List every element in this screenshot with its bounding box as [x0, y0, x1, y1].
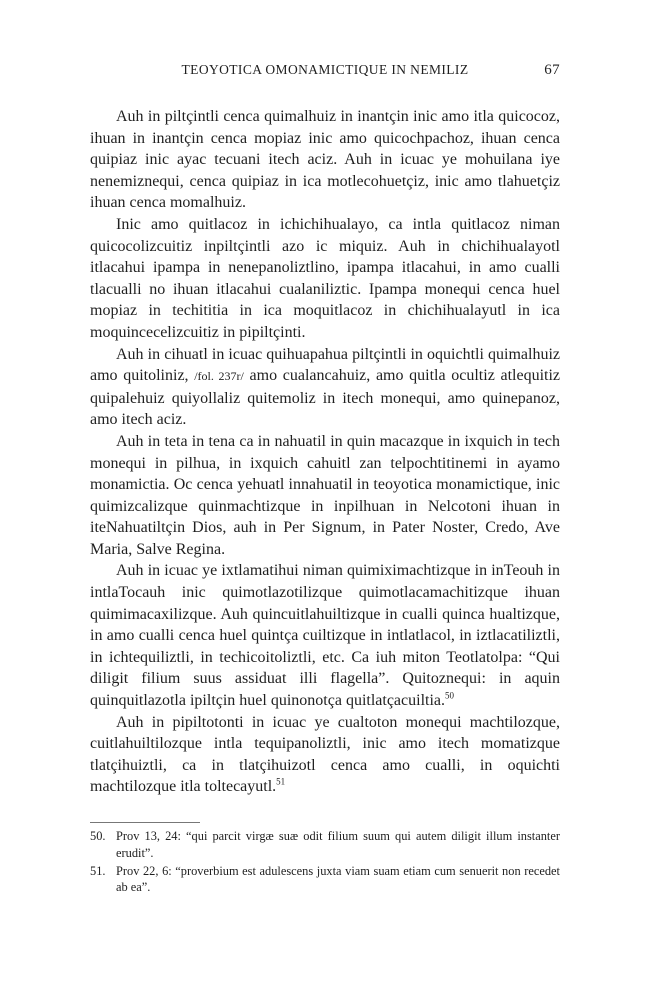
paragraph: [90, 344, 560, 431]
footnotes: [90, 828, 560, 897]
main-text: [90, 106, 560, 798]
footnote-number: 50.: [90, 829, 106, 843]
footnote-reference[interactable]: 51: [276, 777, 286, 788]
paragraph: [90, 431, 560, 561]
paragraph-text: Auh in icuac ye ixtlamatihui niman quimiximachtizque in inTeouh in intlaTocauh inic quimotlazotilizque quimotlacamachitizque ihuan quimimacaxilizque. Auh quincuitlahuiltizque in cualli quinca hualtizque, in amo cualli cenca huel quintça cuiltizque in intlatlacol, in iztlacatiliztli, in ichtequiliztli, in techicoitoliztli, etc. Ca iuh miton Teotlatolpa: “Qui diligit filium suus assiduat illi flagella”. Quitoznequi: in aquin quinquitlazotla ipiltçin huel quinonotça quitlatçacuiltia.: [90, 562, 560, 710]
paragraph-text: Auh in piltçintli cenca quimalhuiz in inantçin inic amo itla quicocoz, ihuan in inantçin cenca mopiaz inic amo quicochpachoz, ihuan cenca quipiaz inic ayac tecuani itech aciz. Auh in icuac ye mohuilana iye nenemiznequi, cenca quipiaz in ica motlecohuetçiz, inic amo tlahuetçiz ihuan cenca momalhuiz.: [90, 108, 560, 212]
paragraph: [90, 106, 560, 214]
footnote-text: Prov 13, 24: “qui parcit virgæ suæ odit filium suum qui autem diligit illum instanter erudit”.: [116, 829, 560, 860]
footnote-divider: [90, 822, 200, 823]
footnote-number: 51.: [90, 863, 106, 878]
footnote-reference[interactable]: 50: [445, 690, 455, 701]
running-head: [90, 62, 560, 84]
paragraph-text: Auh in teta in tena ca in nahuatil in quin macazque in ixquich in tech monequi in pilhua, in ixquich cahuitl zan telpochtitinemi in ayamo monamictia. Oc cenca yehuatl innahuatil in teoyotica monamictique, inic quimizcalizque quinmachtizque in inpilhuan in Nelcotoni ihuan in iteNahuatiltçin Dios, auh in Per Signum, in Pater Noster, Credo, Ave Maria, Salve Regina.: [90, 432, 560, 558]
footnote: [90, 828, 560, 862]
paragraph-text: amo cualancahuiz, amo quitla ocultiz atlequitiz quipalehuiz quiyollaliz quitemoliz in itech monequi, amo quinepanoz, amo itech aciz.: [90, 367, 561, 429]
folio-reference: /fol. 237r/: [194, 369, 244, 384]
footnote: [90, 863, 560, 897]
paragraph: [90, 214, 560, 344]
footnote-text: Prov 22, 6: “proverbium est adulescens juxta viam suam etiam cum senuerit non recedet ab ea”.: [116, 863, 560, 895]
paragraph: [90, 712, 560, 798]
paragraph-text: Auh in cihuatl in icuac quihuapahua piltçintli in oquichtli quimalhuiz amo quitoliniz,: [90, 345, 560, 385]
paragraph-text: Auh in pipiltotonti in icuac ye cualtoton monequi machtilozque, cuitlahuiltilozque intla tequipanoliztli, inic amo itech momatizque tlatçihuiztli, ca in tlatçihuizotl cenca amo cualli, in oquichti machtilozque itla toltecayutl.: [90, 713, 560, 796]
paragraph: [90, 560, 560, 711]
page-number: 67: [544, 62, 560, 78]
running-title: TEOYOTICA OMONAMICTIQUE IN NEMILIZ: [181, 62, 469, 77]
paragraph-text: Inic amo quitlacoz in ichichihualayo, ca intla quitlacoz niman quicocolizcuitiz inpiltçintli azo ic miquiz. Auh in chichihualayotl itlacahui ipampa in nenepanoliztlino, ipampa itlacahui, in amo cualli tlacualli no ihuan itlacahui cualaniliztic. Ipampa monequi cenca huel mopiaz in techititia in ica moquitlacoz in chichihualayutl in ica moquincecelizcuitiz in pipiltçinti.: [90, 215, 560, 341]
